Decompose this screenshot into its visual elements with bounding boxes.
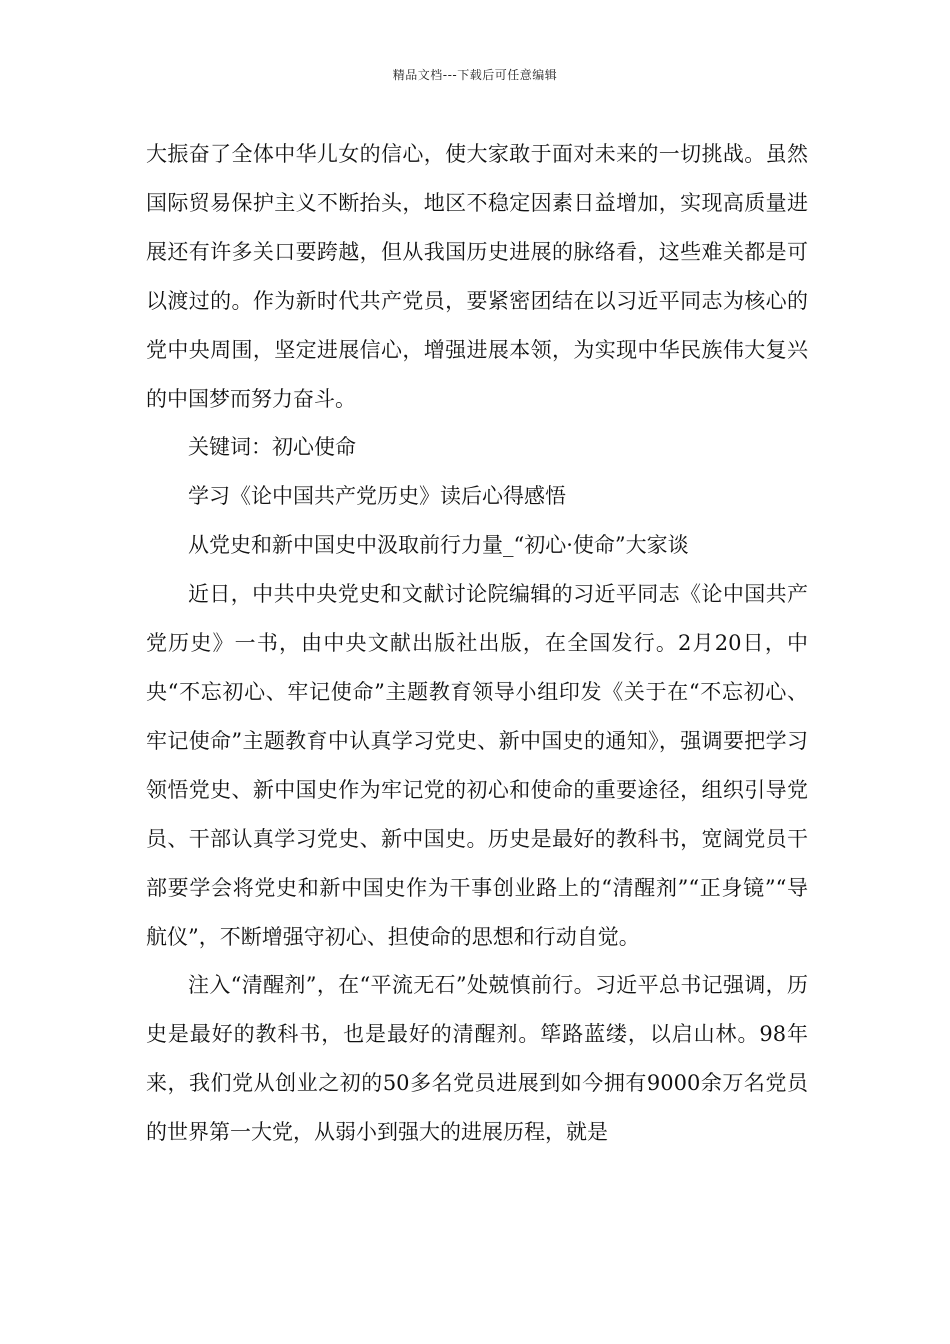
keywords-line: 关键词：初心使命: [188, 435, 356, 460]
paragraph: 注入“清醒剂”，在“平流无石”处兢慎前行。习近平总书记强调，历史是最好的教科书，也是最好的清醒剂。筚路蓝缕，以启山林。98年来，我们党从创业之初的50多名党员进展到如今拥有9000余万名党员的世界第一大党，从弱小到强大的进展历程，就是: [146, 973, 808, 1145]
page-header: 精品文档---下载后可任意编辑: [392, 68, 558, 82]
document-body: [146, 130, 808, 1157]
paragraph-continuation: 大振奋了全体中华儿女的信心，使大家敢于面对未来的一切挑战。虽然国际贸易保护主义不断抬头，地区不稳定因素日益增加，实现高质量进展还有许多关口要跨越，但从我国历史进展的脉络看，这些难关都是可以渡过的。作为新时代共产党员，要紧密团结在以习近平同志为核心的党中央周围，坚定进展信心，增强进展本领，为实现中华民族伟大复兴的中国梦而努力奋斗。: [146, 142, 808, 411]
paragraph: 近日，中共中央党史和文献讨论院编辑的习近平同志《论中国共产党历史》一书，由中央文献出版社出版，在全国发行。2月20日，中央“不忘初心、牢记使命”主题教育领导小组印发《关于在“不忘初心、牢记使命”主题教育中认真学习党史、新中国史的通知》，强调要把学习领悟党史、新中国史作为牢记党的初心和使命的重要途径，组织引导党员、干部认真学习党史、新中国史。历史是最好的教科书，宽阔党员干部要学会将党史和新中国史作为干事创业路上的“清醒剂”“正身镜”“导航仪”，不断增强守初心、担使命的思想和行动自觉。: [146, 582, 808, 949]
article-title: 从党史和新中国史中汲取前行力量_“初心·使命”大家谈: [188, 533, 689, 558]
section-title: 学习《论中国共产党历史》读后心得感悟: [188, 484, 566, 509]
